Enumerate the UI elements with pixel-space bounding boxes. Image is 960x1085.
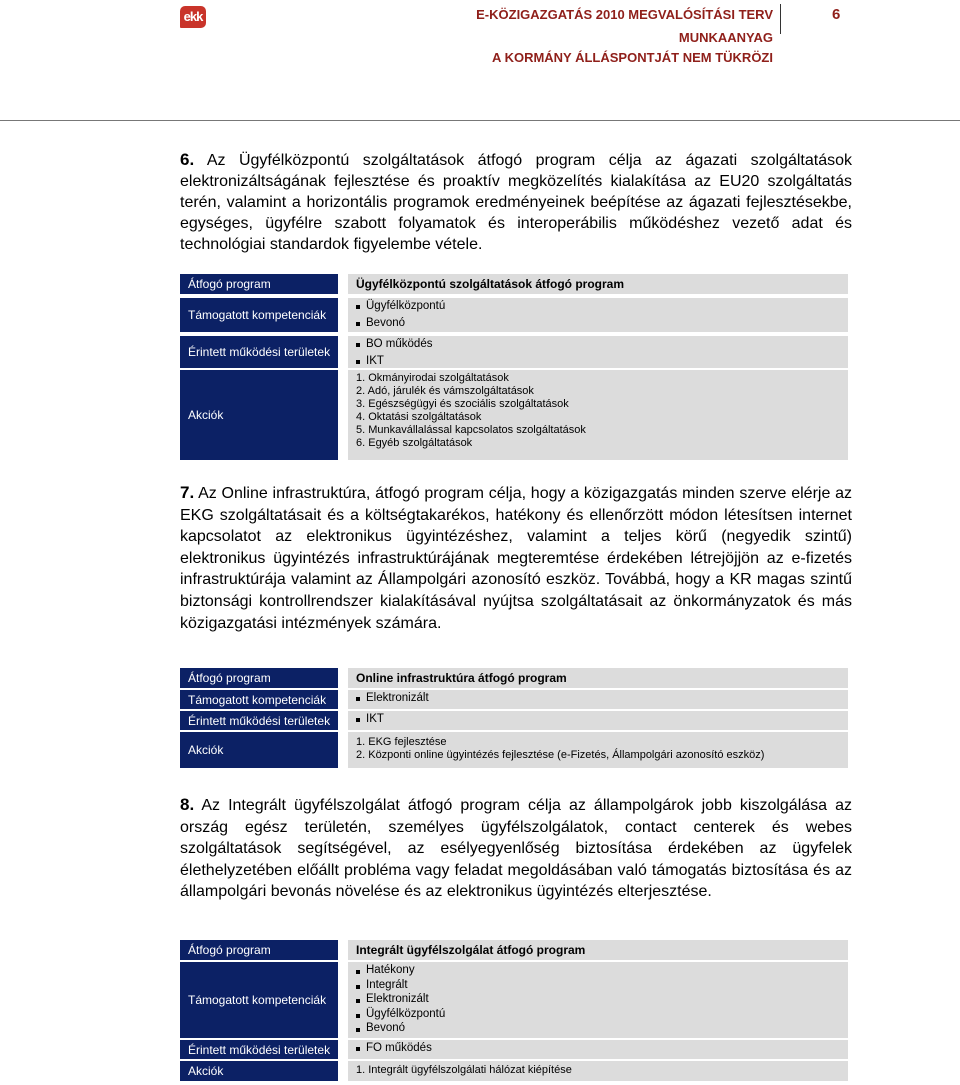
list-item: 2. Adó, járulék és vámszolgáltatások (356, 385, 534, 397)
section-8-table (180, 940, 848, 1083)
list-item: Ügyfélközpontú (356, 1007, 848, 1022)
actions-list (348, 732, 848, 768)
list-item: Elektronizált (356, 992, 848, 1007)
actions-label: Akciók (180, 1061, 338, 1081)
list-item: 1. EKG fejlesztése (356, 736, 447, 748)
competencies-label: Támogatott kompetenciák (180, 962, 338, 1038)
list-item: Bevonó (356, 1021, 848, 1036)
section-8-paragraph (180, 794, 852, 903)
list-item: 6. Egyéb szolgáltatások (356, 437, 473, 449)
areas-list (348, 711, 848, 730)
header-plan-title: E-KÖZIGAZGATÁS 2010 MEGVALÓSÍTÁSI TERV (476, 7, 773, 22)
program-label: Átfogó program (180, 274, 338, 294)
section-number: 6. (180, 150, 195, 169)
list-item: 5. Munkavállalással kapcsolatos szolgáltatások (356, 424, 586, 436)
competencies-list (348, 298, 848, 332)
list-item: Hatékony (356, 963, 848, 978)
list-item: IKT (356, 353, 848, 370)
actions-list (348, 1061, 848, 1081)
list-item: 3. Egészségügyi és szociális szolgáltatások (356, 398, 569, 410)
areas-label: Érintett működési területek (180, 711, 338, 730)
list-item: IKT (356, 711, 848, 728)
header-divider (780, 4, 781, 34)
list-item: 1. Integrált ügyfélszolgálati hálózat kiépítése (356, 1064, 572, 1076)
section-text: Az Integrált ügyfélszolgálat átfogó program célja az állampolgárok jobb kiszolgálása az ország egész területén, személyes ügyfélszolgálatok, contact centerek és webes szolgáltatások segítségével, az esélyegyenlőség biztosítása érdekében az ügyfelek élethelyzetében előállt probléma vagy feladat megoldásában való támogatás biztosítása és az állampolgári bevonás növelése és az elektronikus ügyintézés elterjesztése. (180, 797, 853, 901)
program-value: Integrált ügyfélszolgálat átfogó program (348, 940, 848, 960)
page-number: 6 (832, 6, 841, 23)
ekk-logo: ekk (180, 6, 206, 28)
list-item: FO működés (356, 1040, 848, 1057)
list-item: 2. Központi online ügyintézés fejlesztése (e-Fizetés, Állampolgári azonosító eszköz) (356, 749, 765, 761)
program-label: Átfogó program (180, 940, 338, 960)
areas-list (348, 1040, 848, 1059)
actions-label: Akciók (180, 732, 338, 768)
areas-list (348, 336, 848, 368)
competencies-list (348, 962, 848, 1038)
list-item: 1. Okmányirodai szolgáltatások (356, 372, 509, 384)
program-value: Online infrastruktúra átfogó program (348, 668, 848, 688)
section-7-paragraph (180, 482, 852, 634)
header-draft-label: MUNKAANYAG (678, 30, 773, 45)
section-6-paragraph (180, 149, 852, 255)
list-item: Integrált (356, 978, 848, 993)
competencies-label: Támogatott kompetenciák (180, 690, 338, 709)
header-title-block (476, 6, 773, 68)
header-disclaimer: A KORMÁNY ÁLLÁSPONTJÁT NEM TÜKRÖZI (492, 50, 773, 65)
competencies-label: Támogatott kompetenciák (180, 298, 338, 332)
actions-label: Akciók (180, 370, 338, 460)
section-text: Az Ügyfélközpontú szolgáltatások átfogó program célja az ágazati szolgáltatások elektronizáltságának fejlesztése és proaktív megközelítés kialakítása az EU20 szolgáltatás terén, valamint a horizontális programok eredményeinek beépítése az ágazati fejlesztésekbe, egységes, ügyfélre szabott folyamatok és interoperábilis működéshez vezető adat és technológiai standardok figyelembe vétele. (180, 152, 853, 253)
program-value: Ügyfélközpontú szolgáltatások átfogó program (348, 274, 848, 294)
list-item: Ügyfélközpontú (356, 298, 848, 315)
section-number: 8. (180, 795, 195, 814)
page-header (0, 0, 960, 122)
program-label: Átfogó program (180, 668, 338, 688)
header-rule (0, 120, 960, 121)
actions-list (348, 370, 848, 460)
list-item: 4. Oktatási szolgáltatások (356, 411, 482, 423)
section-7-table (180, 668, 848, 770)
section-6-table (180, 274, 848, 460)
section-text: Az Online infrastruktúra, átfogó program célja, hogy a közigazgatás minden szerve elérje az EKG szolgáltatásait és a költségtakarékos, hatékony és ellenőrzött módon létesítsen internet kapcsolatot az elektronikus ügyintézéshez, valamint a teljes körű (negyedik szintű) elektronikus ügyintézés infrastruktúrájának megteremtése érdekében létrejöjjön az e-fizetés infrastruktúrája valamint az Állampolgári azonosító eszköz. Továbbá, hogy a KR magas szintű biztonsági kontrollrendszer kialakításával nyújtsa szolgáltatásait az önkormányzatok és más közigazgatási intézmények számára. (180, 485, 853, 632)
section-number: 7. (180, 483, 195, 502)
areas-label: Érintett működési területek (180, 1040, 338, 1059)
list-item: BO működés (356, 336, 848, 353)
areas-label: Érintett működési területek (180, 336, 338, 368)
list-item: Elektronizált (356, 690, 848, 707)
list-item: Bevonó (356, 315, 848, 332)
competencies-list (348, 690, 848, 709)
